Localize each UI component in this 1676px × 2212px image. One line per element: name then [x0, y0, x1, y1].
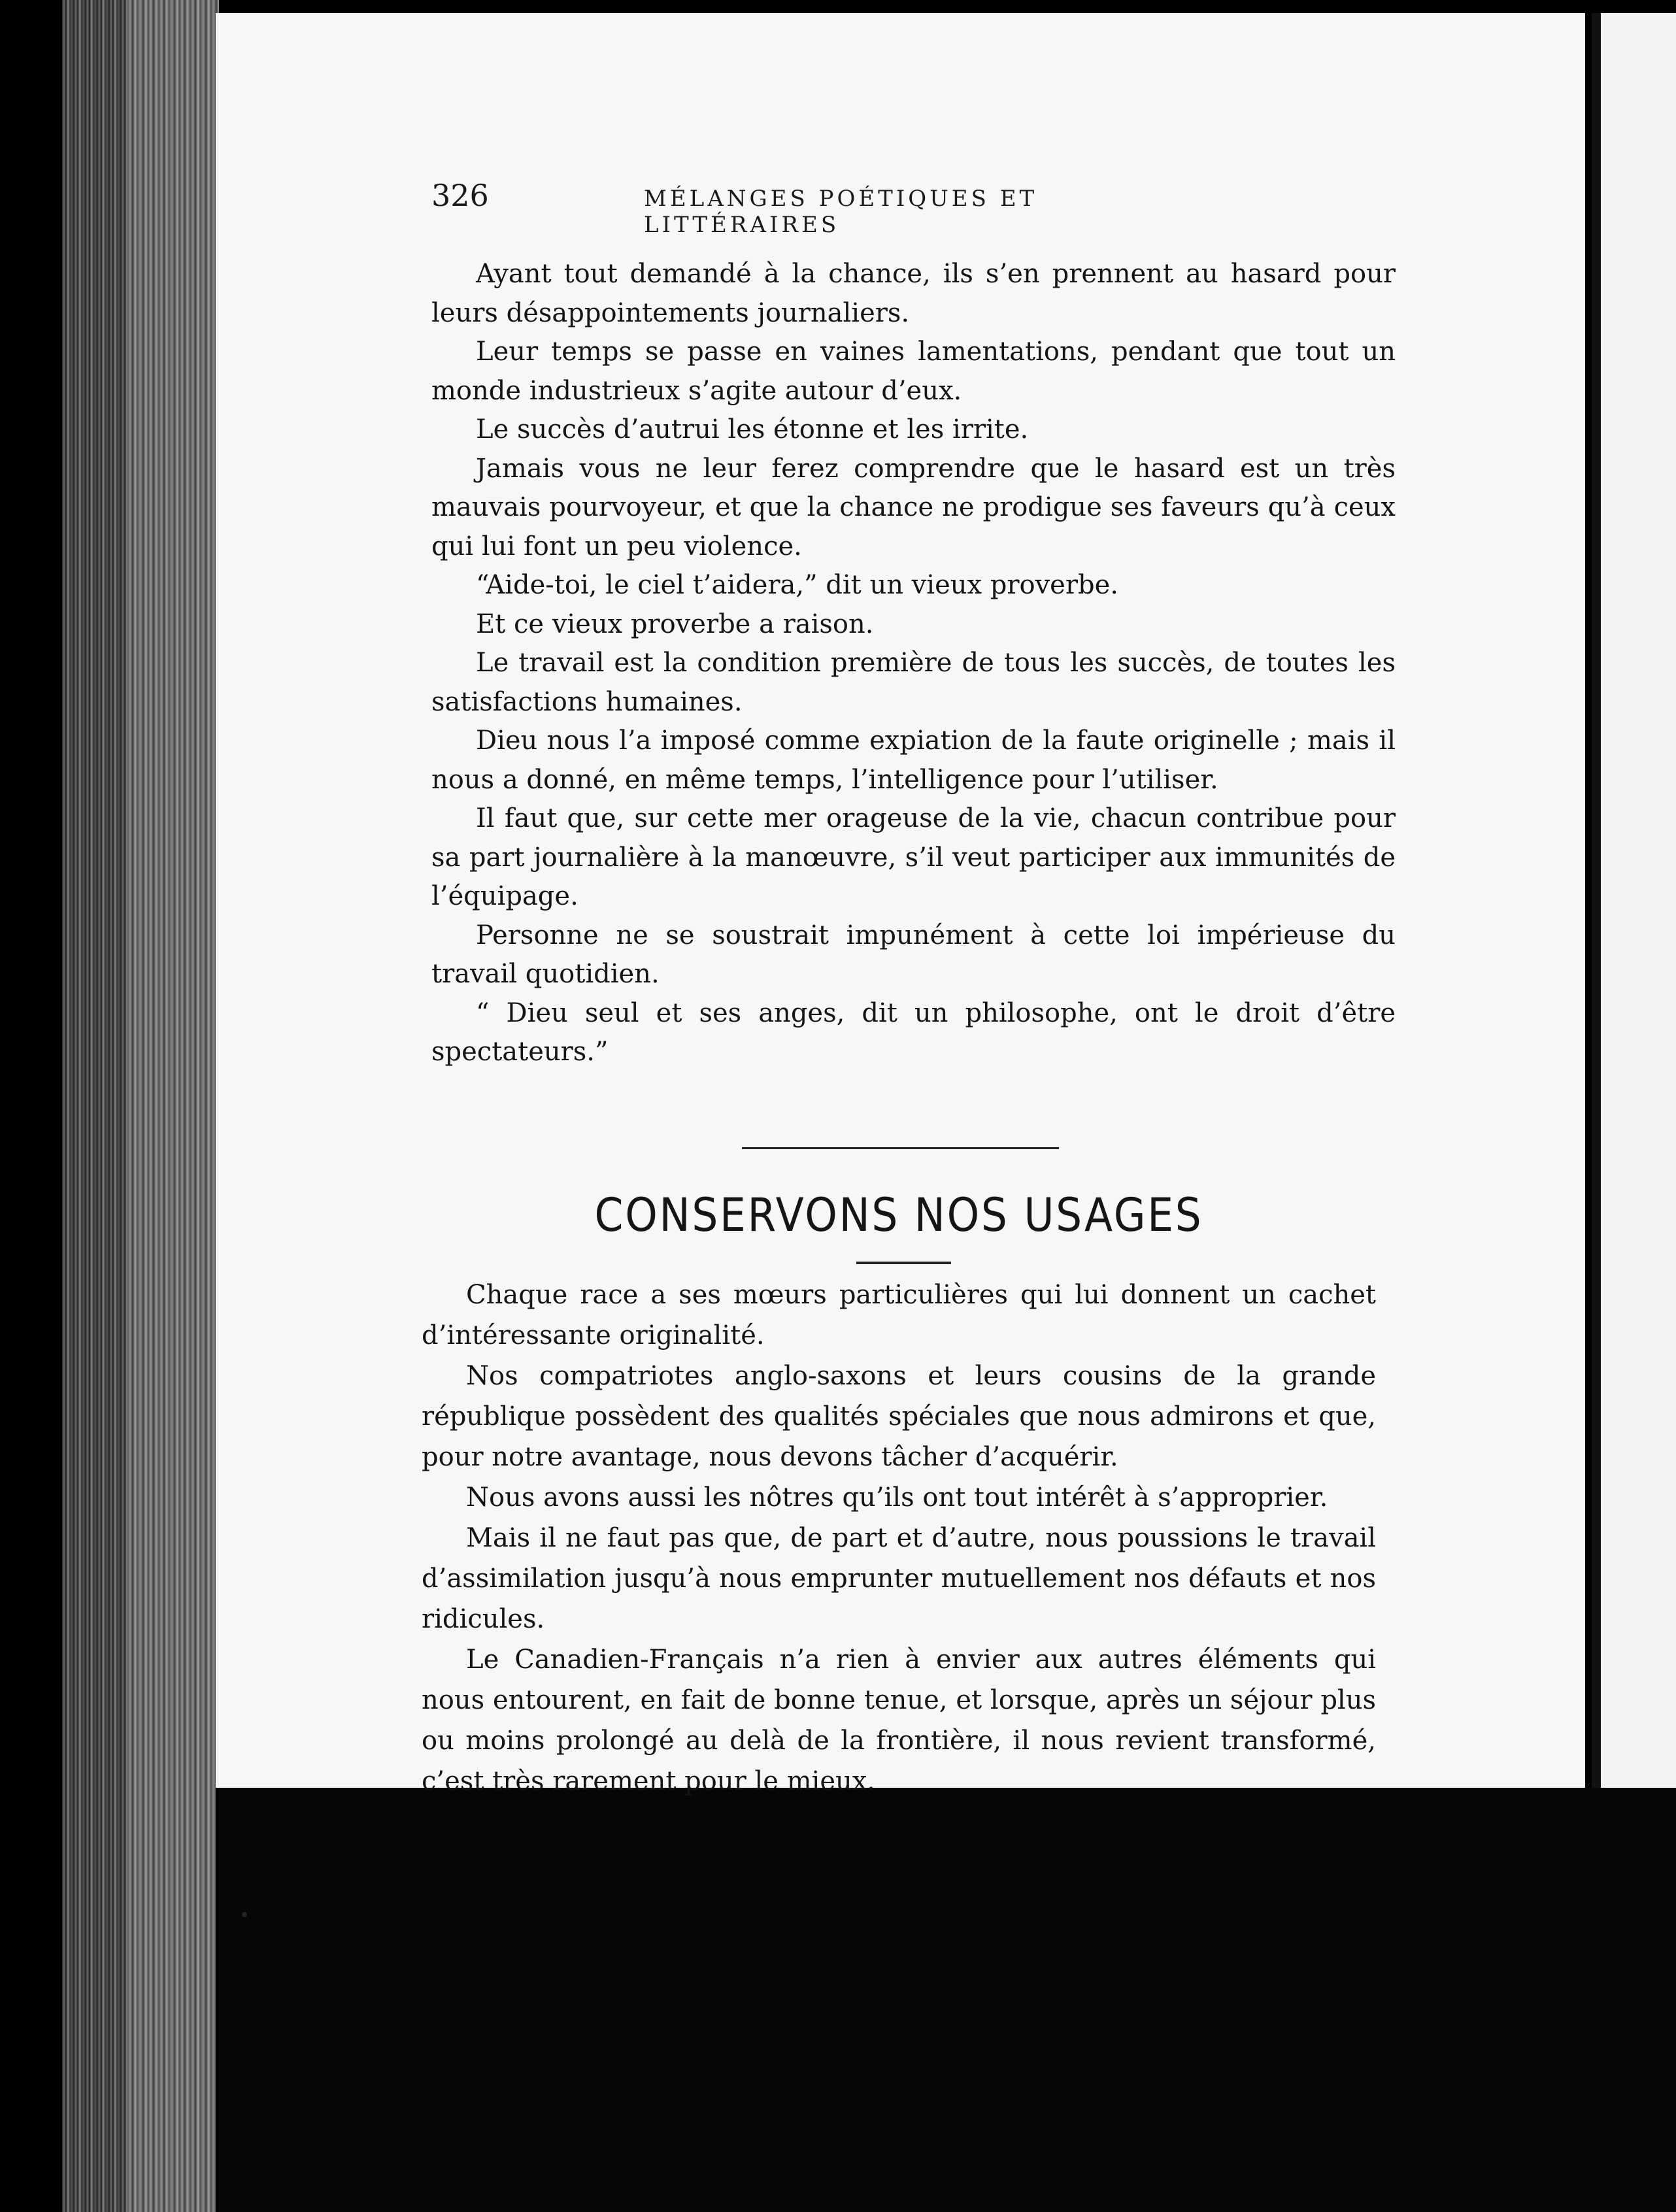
- speck: [242, 1912, 247, 1917]
- page-number: 326: [431, 178, 489, 213]
- paragraph: Le succès d’autrui les étonne et les irrite.: [476, 414, 1029, 444]
- adjacent-page-edge: [1592, 13, 1676, 1817]
- paragraph: Jamais vous ne leur ferez comprendre que le hasard est un très mauvais pourvoyeur, et que la chance ne prodigue ses faveurs qu’à ceux qui lui font un peu violence.: [431, 453, 1396, 561]
- paragraph: “ Dieu seul et ses anges, dit un philosophe, ont le droit d’être spectateurs.”: [431, 997, 1396, 1067]
- page-stack-edge-inner: [127, 0, 219, 2212]
- paragraph: Leur temps se passe en vaines lamentations, pendant que tout un monde industrieux s’agite autour d’eux.: [431, 337, 1396, 406]
- paragraph: Personne ne se soustrait impunément à cette loi impérieuse du travail quotidien.: [431, 920, 1396, 989]
- paragraph: Nous avons aussi les nôtres qu’ils ont tout intérêt à s’approprier.: [466, 1483, 1328, 1513]
- paragraph: Et ce vieux proverbe a raison.: [476, 609, 874, 639]
- second-section-text: [422, 1275, 1376, 1801]
- paragraph: Ayant tout demandé à la chance, ils s’en prennent au hasard pour leurs désappointements journaliers.: [431, 259, 1396, 328]
- paragraph: Il faut que, sur cette mer orageuse de la vie, chacun contribue pour sa part journalière à la manœuvre, s’il veut participer aux immunités de l’équipage.: [431, 803, 1396, 911]
- section-title: CONSERVONS NOS USAGES: [594, 1188, 1203, 1242]
- paragraph: Le Canadien-Français n’a rien à envier aux autres éléments qui nous entourent, en fait de bonne tenue, et lorsque, après un séjour plus ou moins prolongé au delà de la frontière, il nous revient transformé, c’est très rarement pour le mieux.: [422, 1645, 1376, 1796]
- section-divider-rule: [742, 1147, 1059, 1149]
- paragraph: Nos compatriotes anglo-saxons et leurs cousins de la grande république possèdent des qualités spéciales que nous admirons et que, pour notre avantage, nous devons tâcher d’acquérir.: [422, 1361, 1376, 1472]
- page-header: [431, 178, 1203, 238]
- paragraph: Le travail est la condition première de tous les succès, de toutes les satisfactions humaines.: [431, 648, 1396, 717]
- paragraph: Mais il ne faut pas que, de part et d’autre, nous poussions le travail d’assimilation jusqu’à nous emprunter mutuellement nos défauts et nos ridicules.: [422, 1523, 1376, 1634]
- running-title: MÉLANGES POÉTIQUES ET LITTÉRAIRES: [644, 186, 1038, 238]
- first-section-text: [431, 255, 1396, 1072]
- scanner-background: [216, 1788, 1676, 2212]
- paragraph: “Aide-toi, le ciel t’aidera,” dit un vieux proverbe.: [476, 570, 1118, 600]
- paragraph: Dieu nous l’a imposé comme expiation de la faute originelle ; mais il nous a donné, en même temps, l’intelligence pour l’utiliser.: [431, 726, 1396, 795]
- title-underline-rule: [856, 1262, 951, 1264]
- paragraph: Chaque race a ses mœurs particulières qui lui donnent un cachet d’intéressante originalité.: [422, 1280, 1376, 1350]
